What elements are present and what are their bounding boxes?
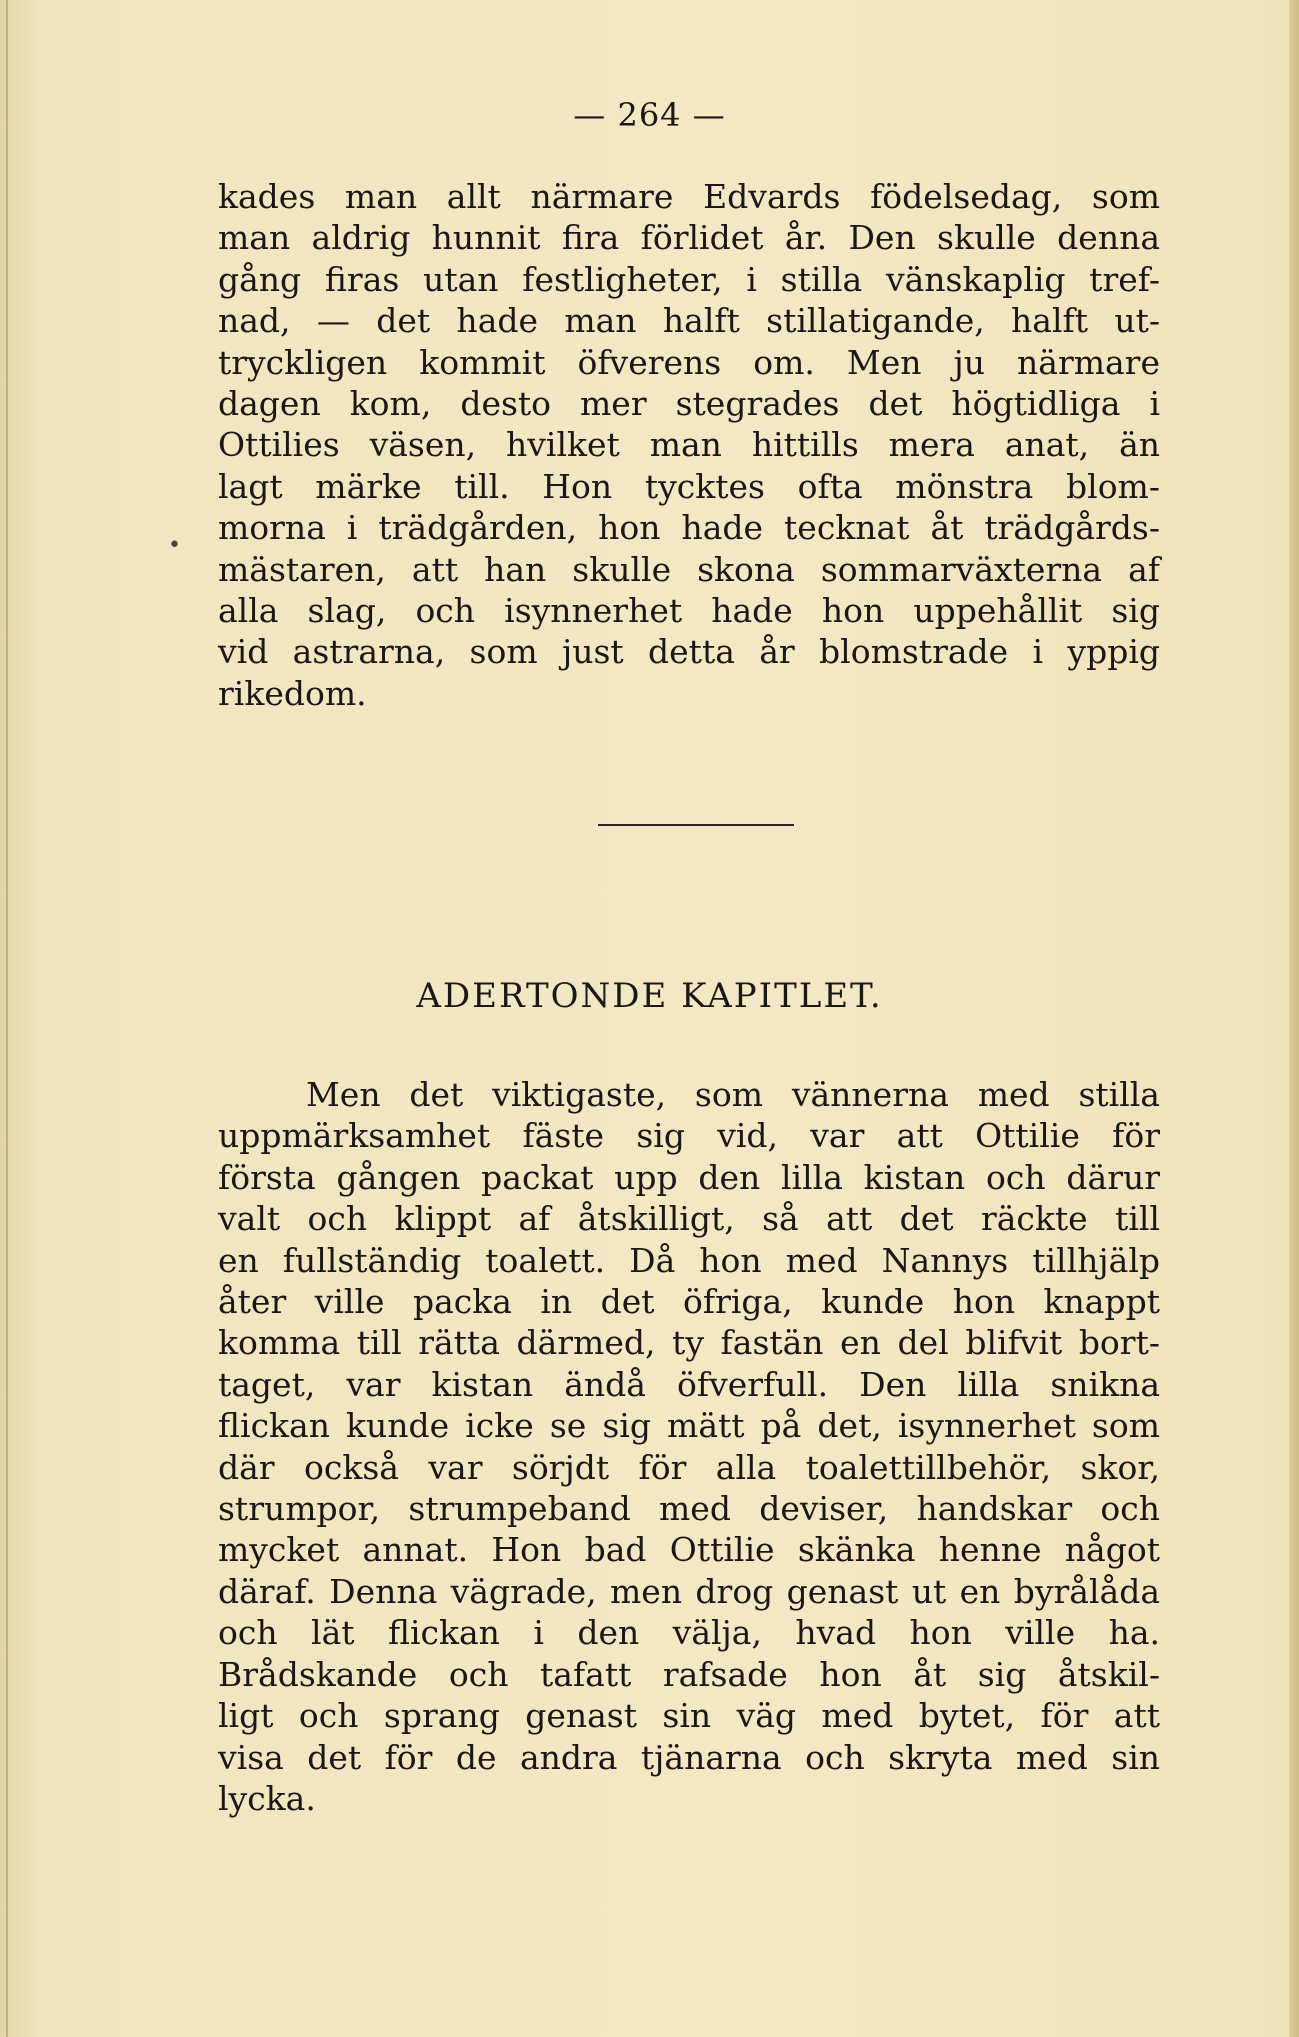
paragraph-continuation <box>218 176 1160 714</box>
chapter-heading: ADERTONDE KAPITLET. <box>416 976 883 1016</box>
text-line: gång firas utan festligheter, i stilla vänskaplig tref- <box>218 259 1160 299</box>
text-line: lagt märke till. Hon tycktes ofta mönstra blom- <box>218 466 1160 506</box>
text-line: taget, var kistan ändå öfverfull. Den lilla snikna <box>218 1364 1160 1404</box>
page-edge <box>1289 0 1299 2037</box>
text-line: komma till rätta därmed, ty fastän en del blifvit bort- <box>218 1323 1160 1363</box>
text-line: visa det för de andra tjänarna och skryta med sin <box>218 1737 1160 1777</box>
text-line: man aldrig hunnit fira förlidet år. Den skulle denna <box>218 218 1160 258</box>
text-line: mästaren, att han skulle skona sommarväxterna af <box>218 549 1160 589</box>
text-line: en fullständig toalett. Då hon med Nannys tillhjälp <box>218 1240 1160 1280</box>
text-line: kades man allt närmare Edvards födelsedag, som <box>218 177 1160 216</box>
text-line: flickan kunde icke se sig mätt på det, isynnerhet som <box>218 1406 1160 1446</box>
text-line: morna i trädgården, hon hade tecknat åt trädgårds- <box>218 508 1160 548</box>
text-line: åter ville packa in det öfriga, kunde hon knappt <box>218 1282 1160 1322</box>
text-line: uppmärksamhet fäste sig vid, var att Ottilie för <box>218 1116 1160 1156</box>
text-line: strumpor, strumpeband med deviser, handskar och <box>218 1489 1160 1529</box>
text-line: valt och klippt af åtskilligt, så att det räckte till <box>218 1199 1160 1239</box>
text-line: Brådskande och tafatt rafsade hon åt sig åtskil- <box>218 1654 1160 1694</box>
text-line: Men det viktigaste, som vännerna med stilla <box>306 1075 1160 1114</box>
text-line: dagen kom, desto mer stegrades det högtidliga i <box>218 384 1160 424</box>
text-line: nad, — det hade man halft stillatigande, halft ut- <box>218 301 1160 341</box>
text-line: lycka. <box>218 1778 316 1818</box>
gutter-line <box>6 0 8 2037</box>
text-line: rikedom. <box>218 673 367 713</box>
section-divider <box>598 824 794 826</box>
text-line: första gången packat upp den lilla kistan och därur <box>218 1157 1160 1197</box>
page-number: — 264 — <box>573 96 726 134</box>
text-line: där också var sörjdt för alla toalettillbehör, skor, <box>218 1447 1160 1487</box>
paragraph-chapter-opening <box>218 1074 1160 1819</box>
text-line: vid astrarna, som just detta år blomstrade i yppig <box>218 632 1160 672</box>
text-line: alla slag, och isynnerhet hade hon uppehållit sig <box>218 591 1160 631</box>
text-line: och lät flickan i den välja, hvad hon ville ha. <box>218 1613 1160 1653</box>
text-line: tryckligen kommit öfverens om. Men ju närmare <box>218 342 1160 382</box>
text-line: Ottilies väsen, hvilket man hittills mera anat, än <box>218 425 1160 465</box>
text-line: mycket annat. Hon bad Ottilie skänka henne något <box>218 1530 1160 1570</box>
text-line: däraf. Denna vägrade, men drog genast ut en byrålåda <box>218 1571 1160 1611</box>
margin-mark: • <box>168 533 181 558</box>
text-line: ligt och sprang genast sin väg med bytet, för att <box>218 1696 1160 1736</box>
